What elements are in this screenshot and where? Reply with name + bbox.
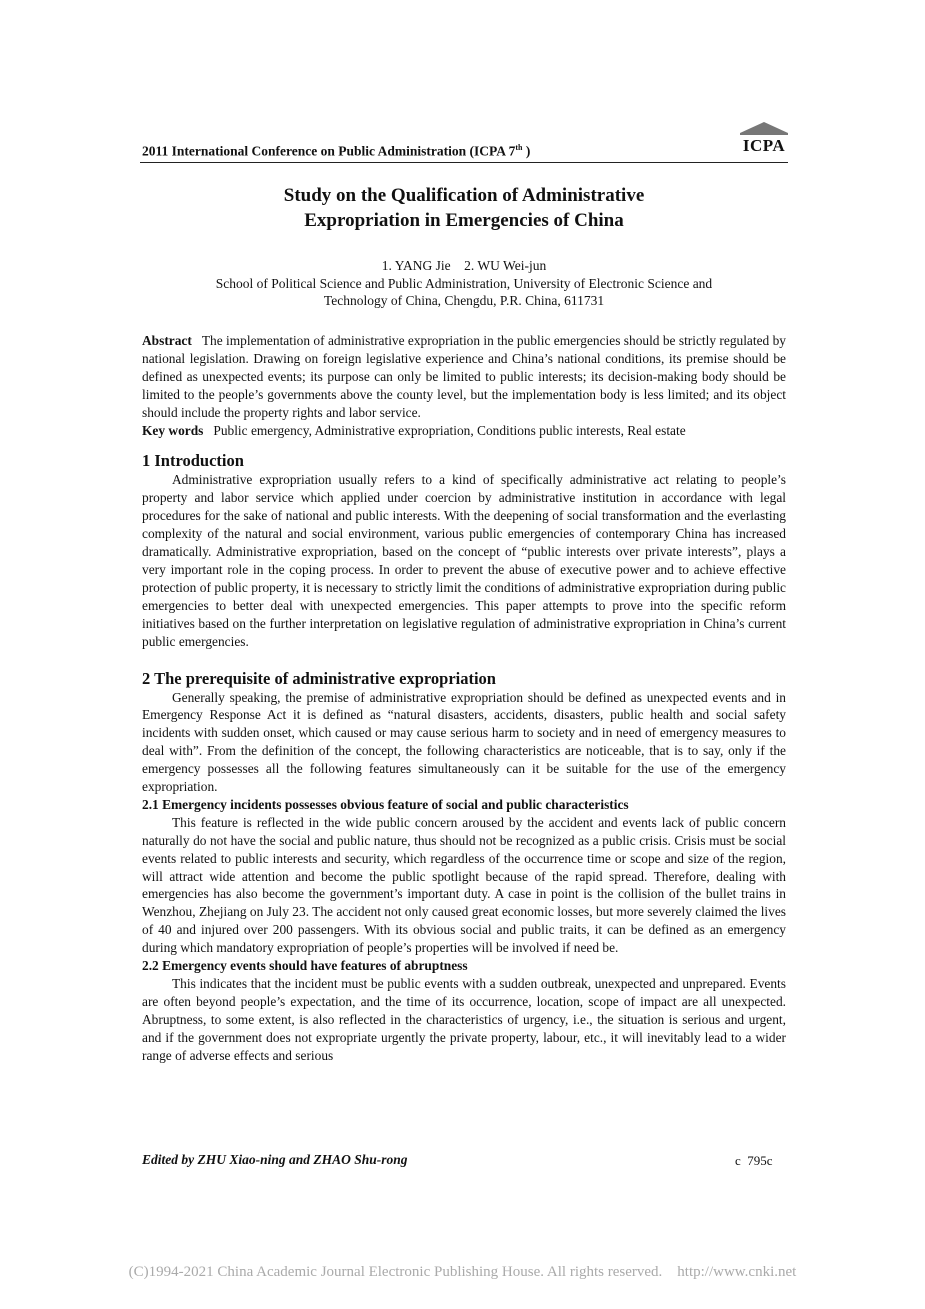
paper-title: [140, 183, 788, 233]
introduction-paragraph: Administrative expropriation usually refers to a kind of specifically administrative act relating to people’s property and labor service which applied under coercion by administrative institution in accordance with legal procedures for the sake of national and public interests. With the deepening of social transformation and the everlasting complexity of the natural and social environment, various public emergencies of contemporary China has increased dramatically. Administrative expropriation, based on the concept of “public interests over private interests”, plays a very important role in the coping process. In order to prevent the abuse of executive power and to achieve effective protection of public property, it is necessary to strictly limit the conditions of administrative expropriation during public emergencies to better deal with unexpected emergencies. This paper attempts to prove into the specific reform initiatives based on the further interpretation on legislative regulation of administrative expropriation in China’s current public emergencies.: [142, 472, 786, 649]
paper-body: [142, 332, 786, 1065]
editor-credit: Edited by ZHU Xiao-ning and ZHAO Shu-rong: [142, 1152, 408, 1167]
abstract-label: Abstract: [142, 333, 192, 348]
section-heading-introduction: 1 Introduction: [142, 451, 244, 471]
copyright-watermark: (C)1994-2021 China Academic Journal Electronic Publishing House. All rights reserved. http://www.cnki.net: [128, 1264, 797, 1280]
keywords: [142, 422, 786, 440]
subsection-2-2-paragraph: This indicates that the incident must be public events with a sudden outbreak, unexpected and unprepared. Events are often beyond people’s expectation, and the time of its occurrence, location, scope of impact are all unexpected. Abruptness, to some extent, is also reflected in the characteristics of urgency, i.e., the situation is serious and urgent, and if the government does not expropriate urgently the private property, labour, etc., it will inevitably lead to a wider range of adverse effects and serious: [142, 976, 786, 1063]
logo-text: ICPA: [742, 136, 786, 155]
affiliation-line-1: School of Political Science and Public Administration, University of Electronic Science and: [215, 275, 713, 291]
conference-superscript: th: [515, 143, 523, 152]
conference-name: 2011 International Conference on Public Administration (ICPA 7: [142, 143, 516, 159]
section-heading-prerequisite: 2 The prerequisite of administrative expropriation: [142, 668, 496, 688]
prerequisite-paragraph: Generally speaking, the premise of administrative expropriation should be defined as unexpected events and in Emergency Response Act it is defined as “natural disasters, accidents, disasters, public health and social safety incidents with sudden onset, which caused or may cause serious harm to society and in need of emergency measures to deal with”. From the definition of the concept, the following characteristics are noticeable, that is to say, only if the emergency possesses all the following features simultaneously can it be suitable for the use of the emergency expropriation.: [142, 689, 786, 795]
conference-header: [142, 143, 530, 160]
icpa-logo: [738, 121, 790, 159]
subsection-2-1-paragraph: This feature is reflected in the wide public concern aroused by the accident and events lack of public concern naturally do not have the social and public nature, thus should not be recognized as a public crisis. Crisis must be social events related to public interests and security, which regardless of the occurrence time or scope and size of the region, will attract wide attention and become the public spotlight because of the rapid spread. Therefore, dealing with emergencies has also become the government’s important duty. A case in point is the collision of the bullet trains in Wenzhou, Zhejiang on July 23. The accident not only caused great economic losses, but more severely claimed the lives of 40 and injured over 200 passengers. With its obvious social and public traits, it can be defined as an emergency during which mandatory expropriation of people’s properties will be involved if need be.: [142, 814, 786, 956]
author-names: 1. YANG Jie 2. WU Wei-jun: [381, 258, 547, 273]
keywords-text: Public emergency, Administrative expropriation, Conditions public interests, Real estate: [213, 422, 686, 438]
header-rule: [140, 162, 788, 163]
title-line-1: Study on the Qualification of Administrative: [283, 185, 645, 206]
subsection-heading-2-2: 2.2 Emergency events should have features of abruptness: [142, 958, 468, 974]
keywords-label: Key words: [142, 422, 204, 438]
abstract: [142, 332, 786, 422]
page-number: c 795c: [735, 1153, 773, 1168]
author-block: [140, 257, 788, 310]
title-line-2: Expropriation in Emergencies of China: [304, 210, 624, 231]
affiliation-line-2: Technology of China, Chengdu, P.R. China, 611731: [323, 293, 605, 309]
subsection-heading-2-1: 2.1 Emergency incidents possesses obvious feature of social and public characteristics: [142, 796, 629, 812]
abstract-text: The implementation of administrative expropriation in the public emergencies should be strictly regulated by national legislation. Drawing on foreign legislative experience and China’s national conditions, its premise should be defined as unexpected events; its purpose can only be limited to public interests; its decision-making body should be limited to the people’s governments above the county level, but the implementation body is less limited; and its object should include the property rights and labor service.: [142, 333, 786, 420]
conference-close: ): [522, 143, 531, 159]
